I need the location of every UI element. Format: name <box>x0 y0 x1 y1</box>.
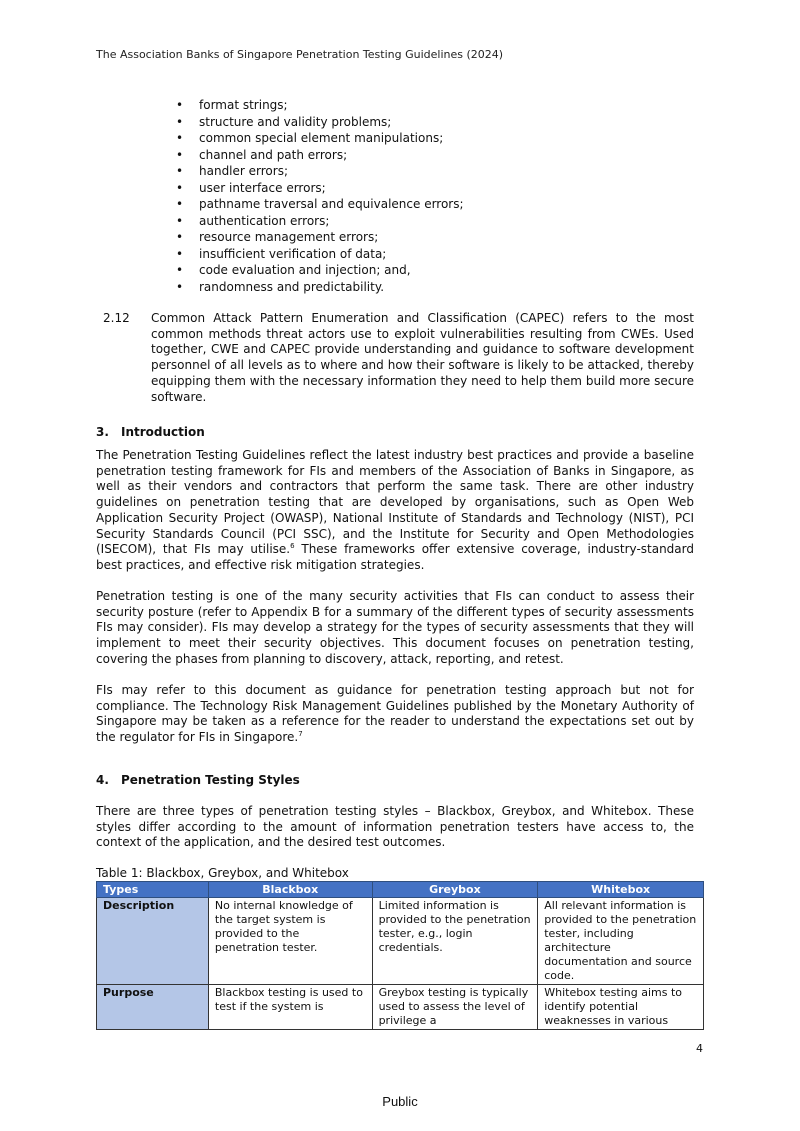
bullet-glyph: • <box>176 98 184 112</box>
list-item-text: channel and path errors; <box>199 147 348 162</box>
list-item <box>0 196 464 213</box>
bullet-glyph: • <box>176 230 184 244</box>
intro-paragraph-1-text: The Penetration Testing Guidelines reflect the latest industry best practices and provide a baseline penetration testing framework for FIs and members of the Association of Banks in Singapore, as well as their vendors and contractors that perform the same task. There are other industry guidelines on penetration testing that are developed by organisations, such as Open Web Application Security Project (OWASP), National Institute of Standards and Technology (NIST), PCI Security Standards Council (PCI SSC), and the Institute for Security and Open Methodologies (ISECOM), that FIs may utilise. <box>96 448 694 557</box>
list-item <box>0 130 464 147</box>
bullet-glyph: • <box>176 180 184 195</box>
table-row <box>97 985 704 1030</box>
styles-paragraph: There are three types of penetration testing styles – Blackbox, Greybox, and Whitebox. These styles differ according to the amount of information penetration testers have access to, the context of the application, and the desired test outcomes. <box>96 804 694 850</box>
footnote-ref-6: 6 <box>290 542 295 551</box>
list-item <box>0 97 464 114</box>
bullet-glyph: • <box>176 197 184 211</box>
table-header-row <box>97 882 704 898</box>
column-header: Types <box>97 882 209 898</box>
list-item-text: user interface errors; <box>199 180 326 195</box>
table-cell: No internal knowledge of the target system is provided to the penetration tester. <box>208 898 372 985</box>
page-number: 4 <box>696 1042 703 1055</box>
section-title: Introduction <box>121 425 205 439</box>
list-item <box>0 147 464 164</box>
list-item <box>0 246 464 263</box>
paragraph-2-12: Common Attack Pattern Enumeration and Classification (CAPEC) refers to the most common methods threat actors use to exploit vulnerabilities resulting from CWEs. Used together, CWE and CAPEC provide understanding and guidance to software development personnel of all levels as to where and how their software is likely to be attacked, thereby equipping them with the necessary information they need to help them build more secure software. <box>151 311 694 404</box>
row-header: Purpose <box>97 985 209 1030</box>
list-item <box>0 262 464 279</box>
table-row <box>97 898 704 985</box>
error-category-list <box>0 97 464 295</box>
bullet-glyph: • <box>176 114 184 129</box>
table-cell: Whitebox testing aims to identify potential weaknesses in various <box>538 985 704 1030</box>
table-caption: Table 1: Blackbox, Greybox, and Whitebox <box>96 866 349 880</box>
intro-paragraph-3 <box>96 683 694 746</box>
paragraph-number-2-12: 2.12 <box>103 311 130 325</box>
list-item-text: format strings; <box>199 98 288 112</box>
list-item <box>0 279 464 296</box>
column-header: Blackbox <box>208 882 372 898</box>
list-item <box>0 163 464 180</box>
list-item-text: structure and validity problems; <box>199 114 392 129</box>
list-item-text: authentication errors; <box>199 213 330 228</box>
section-number: 4. <box>96 773 109 787</box>
bullet-glyph: • <box>176 246 184 261</box>
classification-footer: Public <box>382 1094 418 1109</box>
section-number: 3. <box>96 425 109 439</box>
bullet-glyph: • <box>176 131 184 145</box>
section-title: Penetration Testing Styles <box>121 773 300 787</box>
footnote-ref-7: 7 <box>298 730 303 739</box>
intro-paragraph-3-text: FIs may refer to this document as guidance for penetration testing approach but not for compliance. The Technology Risk Management Guidelines published by the Monetary Authority of Singapore may be taken as a reference for the reader to understand the expectations set out by the regulator for FIs in Singapore. <box>96 683 694 745</box>
list-item <box>0 114 464 131</box>
bullet-glyph: • <box>176 147 184 162</box>
bullet-glyph: • <box>176 263 184 277</box>
bullet-glyph: • <box>176 213 184 228</box>
table-cell: Limited information is provided to the penetration tester, e.g., login credentials. <box>372 898 538 985</box>
section-3-heading <box>96 425 205 439</box>
list-item-text: code evaluation and injection; and, <box>199 263 411 277</box>
list-item-text: insufficient verification of data; <box>199 246 387 261</box>
list-item <box>0 213 464 230</box>
running-header: The Association Banks of Singapore Penetration Testing Guidelines (2024) <box>96 48 504 61</box>
table-cell: Greybox testing is typically used to assess the level of privilege a <box>372 985 538 1030</box>
testing-styles-table <box>96 881 704 1030</box>
list-item-text: common special element manipulations; <box>199 131 444 145</box>
column-header: Whitebox <box>538 882 704 898</box>
list-item-text: pathname traversal and equivalence errors; <box>199 197 464 211</box>
intro-paragraph-1 <box>96 448 694 574</box>
table-cell: Blackbox testing is used to test if the system is <box>208 985 372 1030</box>
list-item <box>0 229 464 246</box>
table-cell: All relevant information is provided to the penetration tester, including architecture documentation and source code. <box>538 898 704 985</box>
intro-paragraph-2: Penetration testing is one of the many security activities that FIs can conduct to assess their security posture (refer to Appendix B for a summary of the different types of security assessments FIs may consider). FIs may develop a strategy for the types of security assessments that they will implement to meet their security objectives. This document focuses on penetration testing, covering the phases from planning to discovery, attack, reporting, and retest. <box>96 589 694 666</box>
section-4-heading <box>96 773 300 787</box>
intro-paragraph-1-tail: These frameworks offer extensive coverage, industry-standard best practices, and effective risk mitigation strategies. <box>96 542 694 572</box>
bullet-glyph: • <box>176 279 184 294</box>
list-item-text: resource management errors; <box>199 230 379 244</box>
bullet-glyph: • <box>176 164 184 178</box>
column-header: Greybox <box>372 882 538 898</box>
list-item-text: randomness and predictability. <box>199 279 385 294</box>
row-header: Description <box>97 898 209 985</box>
list-item-text: handler errors; <box>199 164 288 178</box>
list-item <box>0 180 464 197</box>
